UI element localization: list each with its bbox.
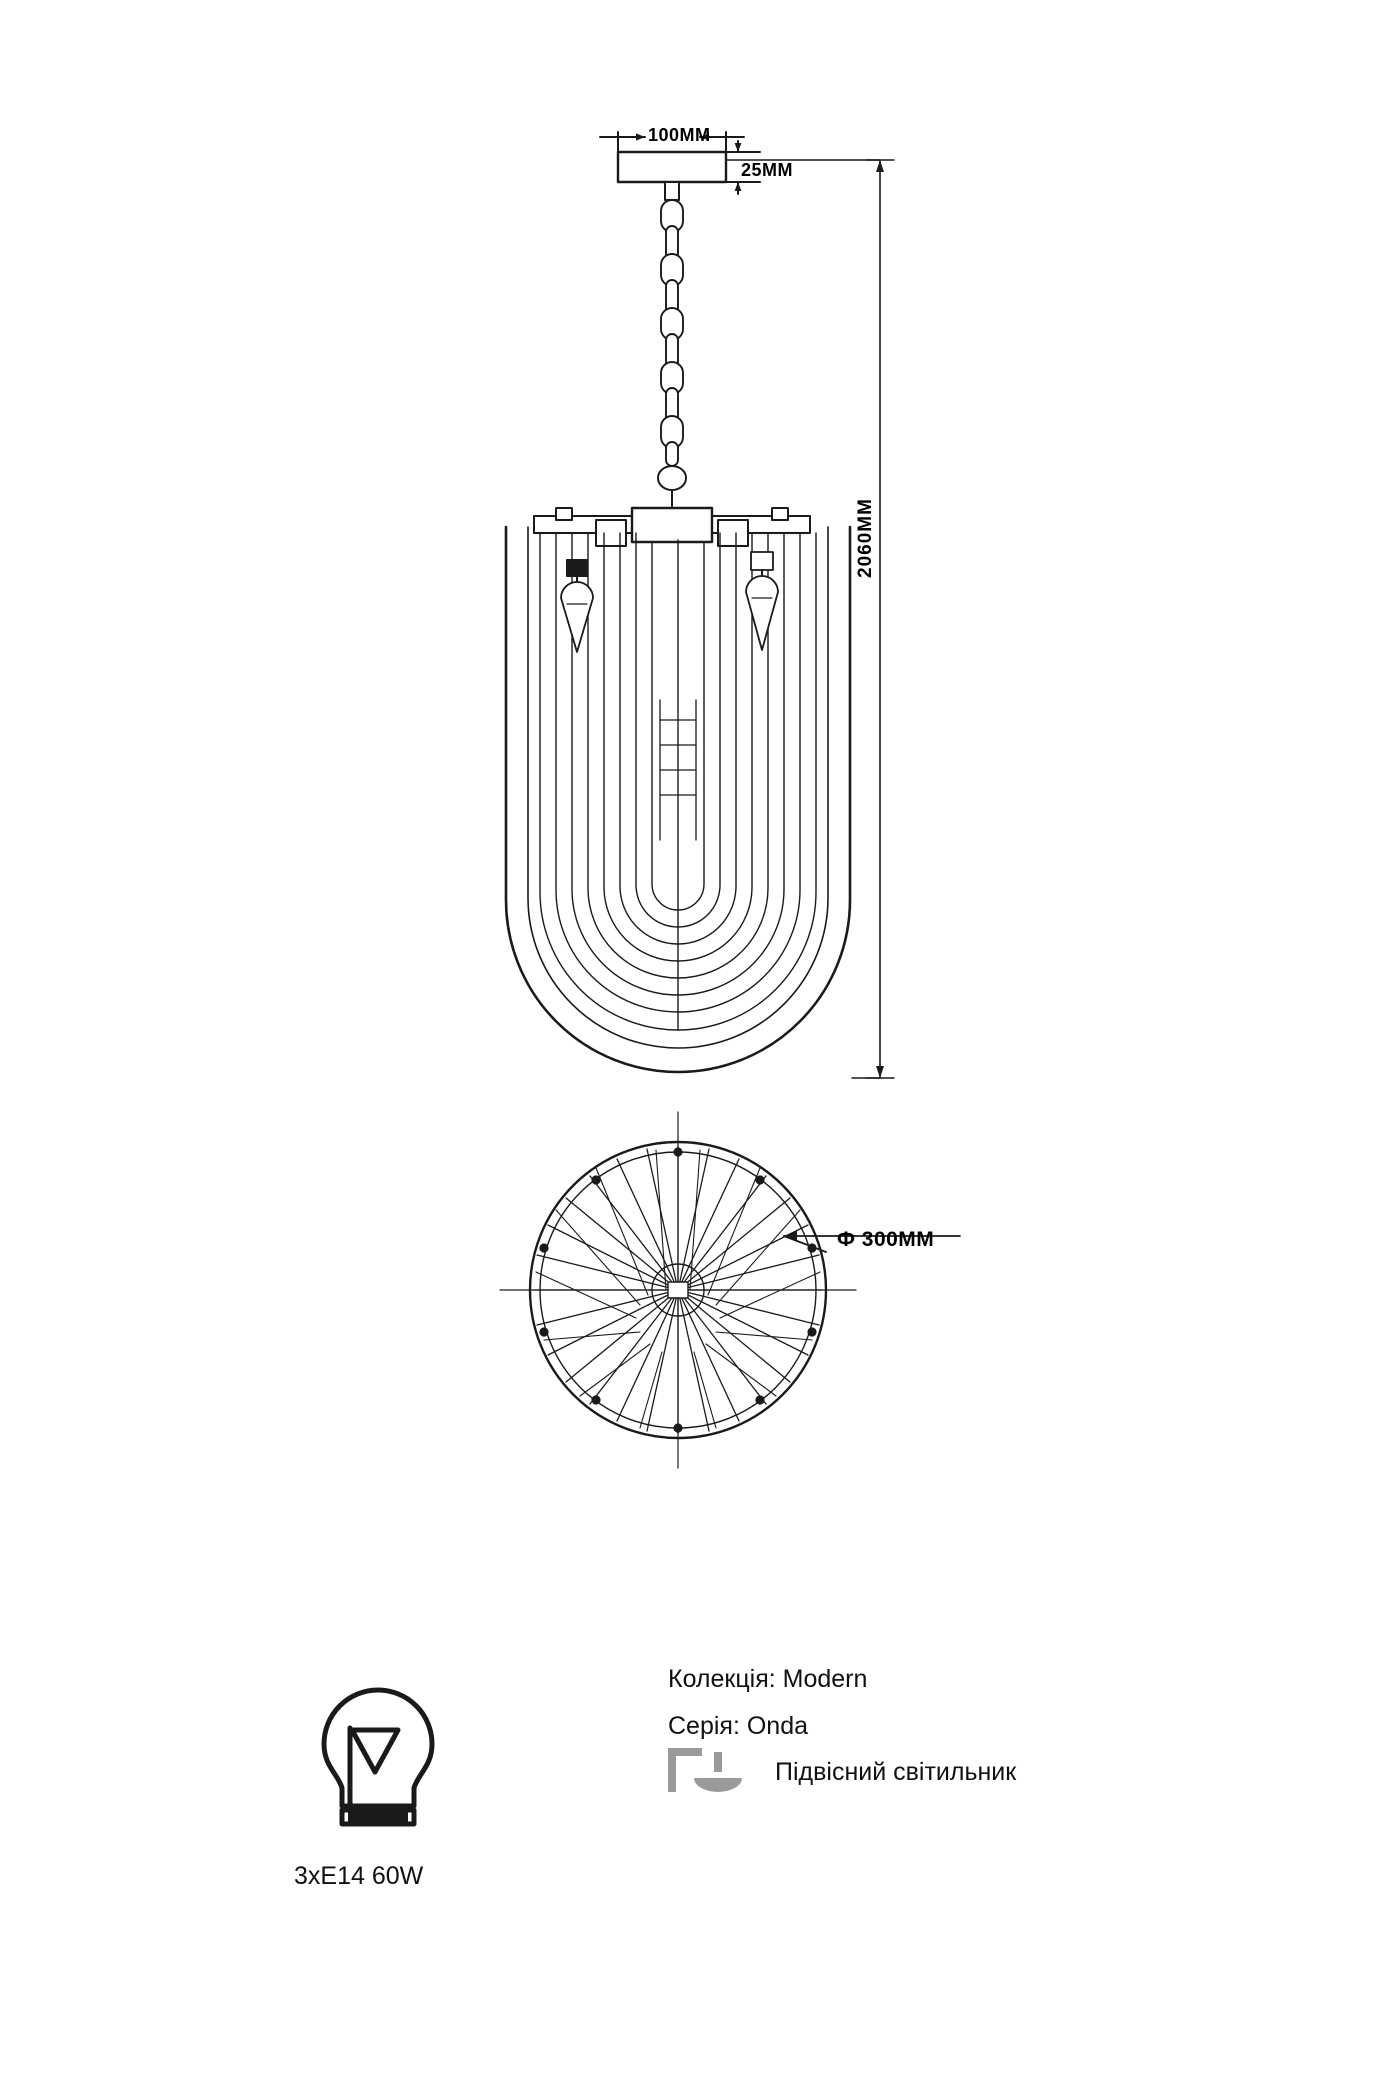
shade-ribs-right bbox=[678, 533, 816, 1030]
lamp-assembly-right bbox=[746, 552, 778, 650]
pendant-lamp-icon bbox=[668, 1748, 742, 1792]
series-label: Серія: Onda bbox=[668, 1712, 809, 1740]
dimension-label-canopy-height: 25MM bbox=[741, 160, 794, 180]
dimension-label-canopy-width: 100MM bbox=[648, 125, 711, 145]
bulb-icon bbox=[324, 1690, 432, 1824]
collection-label: Колекція: Modern bbox=[668, 1665, 868, 1693]
shade-ribs-left bbox=[540, 533, 678, 1030]
bottom-plan-view bbox=[500, 1112, 960, 1468]
lamp-spec-label: 3xE14 60W bbox=[294, 1862, 424, 1890]
fixture-type-label: Підвісний світильник bbox=[775, 1758, 1017, 1786]
dimension-label-total-height: 2060MM bbox=[855, 498, 876, 578]
suspension-chain bbox=[658, 182, 686, 508]
dimension-label-diameter: Ф 300MM bbox=[837, 1228, 935, 1251]
